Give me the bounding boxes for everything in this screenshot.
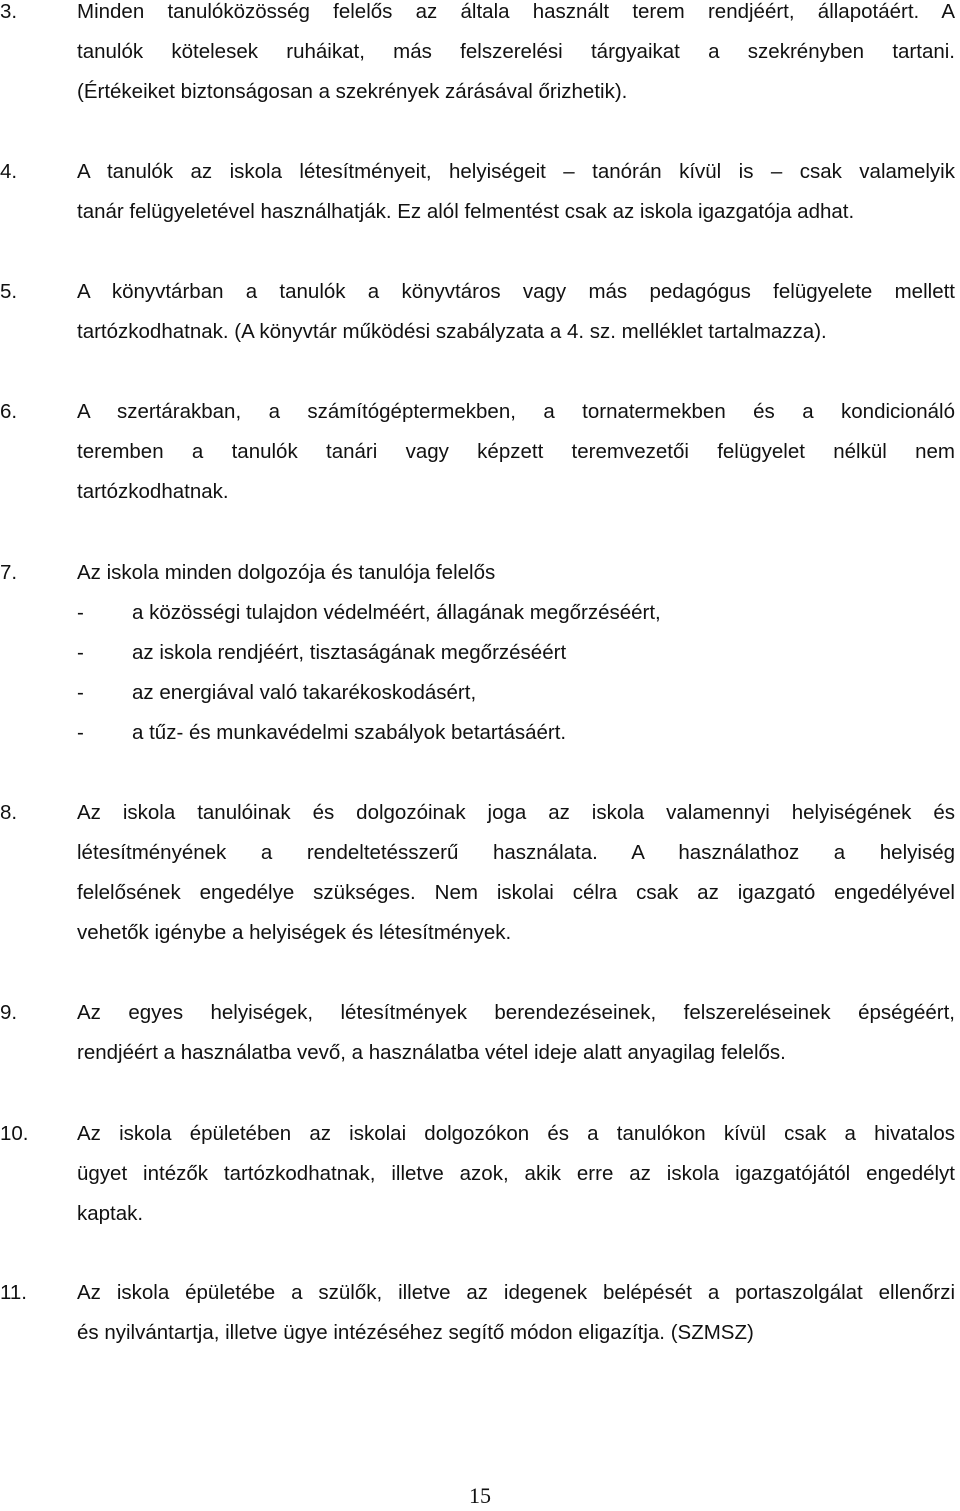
text-line: létesítményének a rendeltetésszerű használata. A használathoz a helyiség: [77, 841, 955, 864]
bullet-marker: -: [77, 641, 84, 664]
bullet-marker: -: [77, 721, 84, 744]
bullet-text: a közösségi tulajdon védelméért, állagának megőrzéséért,: [132, 601, 661, 624]
item-number: 11.: [0, 1281, 27, 1304]
text-line: felelősének engedélye szükséges. Nem iskolai célra csak az igazgató engedélyével: [77, 881, 955, 904]
text-line: Minden tanulóközösség felelős az általa használt terem rendjéért, állapotáért. A: [77, 0, 955, 23]
text-line: A szertárakban, a számítógéptermekben, a tornatermekben és a kondicionáló: [77, 400, 955, 423]
bullet-text: a tűz- és munkavédelmi szabályok betartásáért.: [132, 721, 567, 744]
text-line: tanár felügyeletével használhatják. Ez alól felmentést csak az iskola igazgatója adhat.: [77, 200, 855, 223]
text-line: kaptak.: [77, 1202, 144, 1225]
text-line: Az iskola minden dolgozója és tanulója felelős: [77, 561, 496, 584]
item-number: 10.: [0, 1122, 29, 1145]
item-text: [77, 793, 955, 953]
text-line: Az iskola épületébe a szülők, illetve az idegenek belépését a portaszolgálat ellenőrzi: [77, 1281, 955, 1304]
text-line: Az iskola tanulóinak és dolgozóinak joga az iskola valamennyi helyiségének és: [77, 801, 955, 824]
item-number: 3.: [0, 0, 18, 23]
item-text: [77, 1114, 955, 1234]
text-line: tanulók kötelesek ruháikat, más felszerelési tárgyaikat a szekrényben tartani.: [77, 40, 955, 63]
text-line: teremben a tanulók tanári vagy képzett teremvezetői felügyelet nélkül nem: [77, 440, 955, 463]
bullet-text: az energiával való takarékoskodásért,: [132, 681, 477, 704]
text-line: Az egyes helyiségek, létesítmények berendezéseinek, felszereléseinek épségéért,: [77, 1001, 955, 1024]
text-line: (Értékeiket biztonságosan a szekrények zárásával őrizhetik).: [77, 80, 628, 103]
text-line: vehetők igénybe a helyiségek és létesítmények.: [77, 921, 512, 944]
text-line: tartózkodhatnak.: [77, 480, 229, 503]
text-line: és nyilvántartja, illetve ügye intézéséhez segítő módon eligazítja. (SZMSZ): [77, 1321, 754, 1344]
item-text: [77, 392, 955, 512]
item-text: [77, 553, 955, 593]
bullet-text: az iskola rendjéért, tisztaságának megőrzéséért: [132, 641, 567, 664]
text-line: ügyet intézők tartózkodhatnak, illetve azok, akik erre az iskola igazgatójától engedélyt: [77, 1162, 955, 1185]
item-text: [77, 272, 955, 352]
item-number: 7.: [0, 561, 18, 584]
item-text: [77, 152, 955, 232]
item-number: 9.: [0, 1001, 18, 1024]
item-text: [77, 993, 955, 1073]
item-number: 4.: [0, 160, 18, 183]
bullet-marker: -: [77, 601, 84, 624]
bullet-marker: -: [77, 681, 84, 704]
page-number: 15: [469, 1483, 491, 1508]
item-text: [77, 0, 955, 112]
text-line: Az iskola épületében az iskolai dolgozókon és a tanulókon kívül csak a hivatalos: [77, 1122, 955, 1145]
text-line: tartózkodhatnak. (A könyvtár működési szabályzata a 4. sz. melléklet tartalmazza).: [77, 320, 827, 343]
item-text: [77, 1273, 955, 1353]
item-number: 8.: [0, 801, 18, 824]
item-number: 5.: [0, 280, 18, 303]
text-line: A tanulók az iskola létesítményeit, helyiségeit – tanórán kívül is – csak valamelyik: [77, 160, 955, 183]
text-line: A könyvtárban a tanulók a könyvtáros vagy más pedagógus felügyelete mellett: [77, 280, 955, 303]
item-number: 6.: [0, 400, 18, 423]
text-line: rendjéért a használatba vevő, a használatba vétel ideje alatt anyagilag felelős.: [77, 1041, 786, 1064]
